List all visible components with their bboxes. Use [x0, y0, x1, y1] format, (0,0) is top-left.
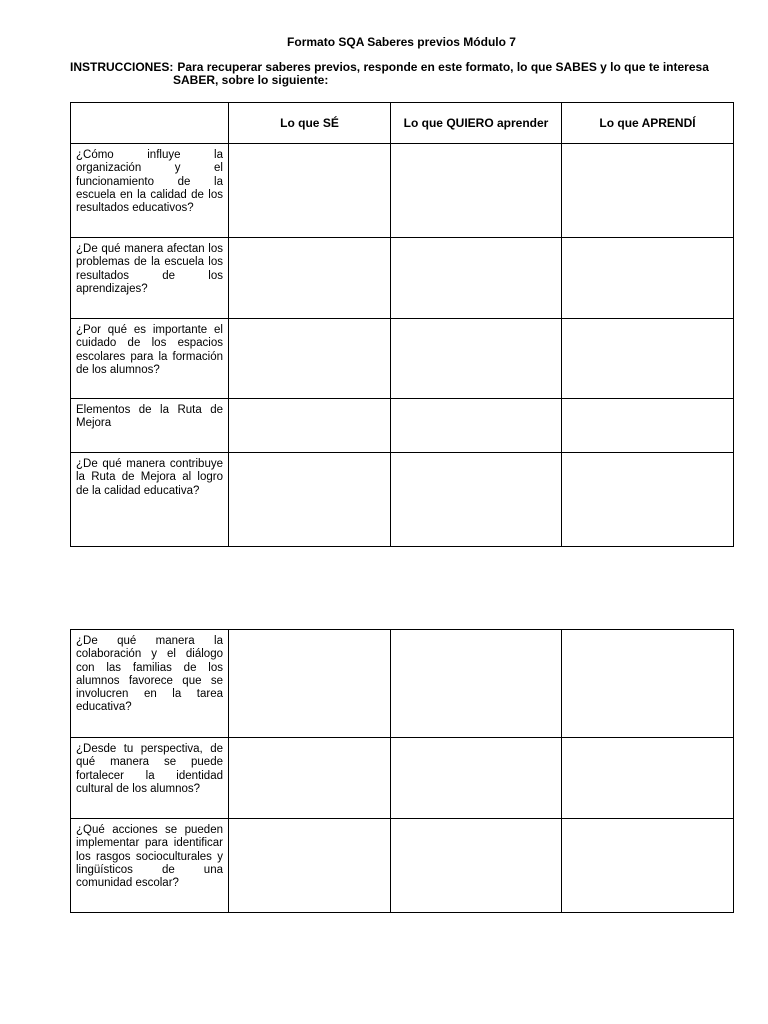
document-title: Formato SQA Saberes previos Módulo 7: [287, 35, 516, 49]
answer-cell-quiero[interactable]: [391, 453, 562, 547]
answer-cell-se[interactable]: [229, 453, 391, 547]
answer-cell-aprendi[interactable]: [562, 399, 734, 453]
instructions-text-line1: Para recuperar saberes previos, responde en este formato, lo que SABES y lo que te interesa: [177, 60, 709, 74]
answer-cell-se[interactable]: [229, 819, 391, 913]
answer-cell-aprendi[interactable]: [562, 630, 734, 738]
sqa-table: [70, 102, 734, 547]
header-cell-aprendi: Lo que APRENDÍ: [562, 103, 734, 144]
answer-cell-se[interactable]: [229, 238, 391, 319]
answer-cell-quiero[interactable]: [391, 738, 562, 819]
header-cell-quiero: Lo que QUIERO aprender: [391, 103, 562, 144]
answer-cell-quiero[interactable]: [391, 319, 562, 399]
header-cell-se: Lo que SÉ: [229, 103, 391, 144]
answer-cell-se[interactable]: [229, 399, 391, 453]
answer-cell-aprendi[interactable]: [562, 319, 734, 399]
answer-cell-aprendi[interactable]: [562, 144, 734, 238]
header-row: [71, 103, 734, 144]
question-cell: [71, 319, 229, 399]
question-text: ¿Qué acciones se pueden implementar para identificar los rasgos socioculturales y lingüísticos de una comunidad escolar?: [76, 824, 223, 890]
table-row: [71, 630, 734, 738]
question-cell: [71, 453, 229, 547]
question-text: ¿De qué manera la colaboración y el diálogo con las familias de los alumnos favorece que se involucren en la tarea educativa?: [76, 635, 223, 714]
answer-cell-quiero[interactable]: [391, 399, 562, 453]
question-cell: [71, 630, 229, 738]
instructions: [70, 61, 733, 87]
answer-cell-aprendi[interactable]: [562, 819, 734, 913]
answer-cell-aprendi[interactable]: [562, 738, 734, 819]
answer-cell-se[interactable]: [229, 319, 391, 399]
table-row: [71, 399, 734, 453]
question-cell: [71, 238, 229, 319]
sqa-table-continued: [70, 629, 734, 913]
answer-cell-quiero[interactable]: [391, 630, 562, 738]
question-text: Elementos de la Ruta de Mejora: [76, 404, 223, 430]
answer-cell-quiero[interactable]: [391, 819, 562, 913]
table-row: [71, 738, 734, 819]
table-row: [71, 144, 734, 238]
table-row: [71, 319, 734, 399]
instructions-text-line2: SABER, sobre lo siguiente:: [173, 73, 329, 87]
answer-cell-se[interactable]: [229, 144, 391, 238]
question-cell: [71, 399, 229, 453]
answer-cell-se[interactable]: [229, 738, 391, 819]
question-text: ¿Cómo influye la organización y el funcionamiento de la escuela en la calidad de los resultados educativos?: [76, 149, 223, 215]
answer-cell-quiero[interactable]: [391, 238, 562, 319]
question-text: ¿De qué manera contribuye la Ruta de Mejora al logro de la calidad educativa?: [76, 458, 223, 497]
instructions-label: INSTRUCCIONES:: [70, 60, 174, 74]
question-text: ¿Desde tu perspectiva, de qué manera se puede fortalecer la identidad cultural de los alumnos?: [76, 743, 223, 795]
answer-cell-aprendi[interactable]: [562, 238, 734, 319]
question-cell: [71, 144, 229, 238]
question-cell: [71, 738, 229, 819]
header-cell-question: [71, 103, 229, 144]
question-cell: [71, 819, 229, 913]
answer-cell-aprendi[interactable]: [562, 453, 734, 547]
answer-cell-se[interactable]: [229, 630, 391, 738]
question-text: ¿Por qué es importante el cuidado de los espacios escolares para la formación de los alumnos?: [76, 324, 223, 376]
table-row: [71, 238, 734, 319]
table-row: [71, 453, 734, 547]
table-row: [71, 819, 734, 913]
answer-cell-quiero[interactable]: [391, 144, 562, 238]
question-text: ¿De qué manera afectan los problemas de la escuela los resultados de los aprendizajes?: [76, 243, 223, 295]
